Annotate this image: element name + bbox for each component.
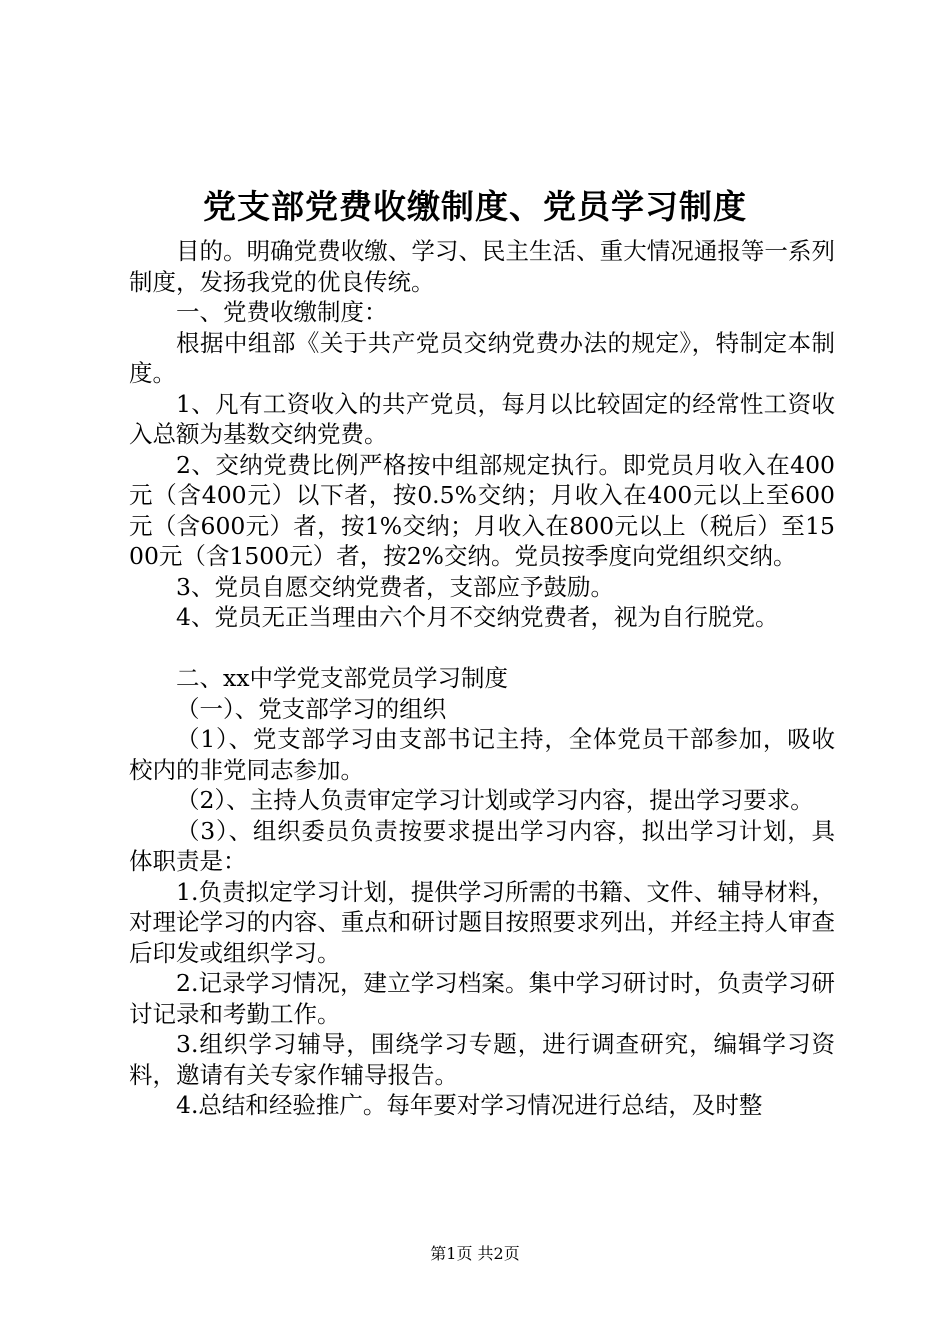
duty-item-1: 1.负责拟定学习计划，提供学习所需的书籍、文件、辅导材料，对理论学习的内容、重点和研讨题目按照要求列出，并经主持人审查后印发或组织学习。 (129, 877, 835, 967)
dues-item-4: 4、党员无正当理由六个月不交纳党费者，视为自行脱党。 (176, 603, 779, 631)
page-footer: 第1页 共2页 (430, 1244, 520, 1263)
subsection-heading-organization: （一）、党支部学习的组织 (176, 694, 447, 723)
duty-item-3: 3.组织学习辅导，围绕学习专题，进行调查研究，编辑学习资料，邀请有关专家作辅导报告。 (129, 1030, 835, 1089)
paragraph-basis: 根据中组部《关于共产党员交纳党费办法的规定》，特制定本制度。 (129, 328, 835, 387)
duty-item-2: 2.记录学习情况，建立学习档案。集中学习研讨时，负责学习研讨记录和考勤工作。 (129, 969, 835, 1028)
section-heading-dues: 一、党费收缴制度： (176, 298, 388, 326)
study-item-1: （1）、党支部学习由支部书记主持，全体党员干部参加，吸收校内的非党同志参加。 (129, 725, 835, 784)
duty-item-4: 4.总结和经验推广。每年要对学习情况进行总结，及时整 (176, 1091, 763, 1119)
blank-line (129, 633, 835, 664)
dues-item-3: 3、党员自愿交纳党费者，支部应予鼓励。 (176, 572, 614, 601)
section-heading-study: 二、xx中学党支部党员学习制度 (176, 664, 509, 692)
paragraph-purpose: 目的。明确党费收缴、学习、民主生活、重大情况通报等一系列制度，发扬我党的优良传统。 (129, 237, 835, 296)
study-item-2: （2）、主持人负责审定学习计划或学习内容，提出学习要求。 (176, 786, 814, 814)
study-item-3: （3）、组织委员负责按要求提出学习内容，拟出学习计划，具体职责是： (129, 816, 835, 875)
dues-item-2: 2、交纳党费比例严格按中组部规定执行。即党员月收入在400元（含400元）以下者，按0.5%交纳；月收入在400元以上至600元（含600元）者，按1%交纳；月收入在800元以上（税后）至1500元（含1500元）者，按2%交纳。党员按季度向党组织交纳。 (129, 450, 835, 570)
document-body (129, 236, 835, 1121)
document-title: 党支部党费收缴制度、党员学习制度 (203, 187, 747, 226)
dues-item-1: 1、凡有工资收入的共产党员，每月以比较固定的经常性工资收入总额为基数交纳党费。 (129, 389, 835, 448)
